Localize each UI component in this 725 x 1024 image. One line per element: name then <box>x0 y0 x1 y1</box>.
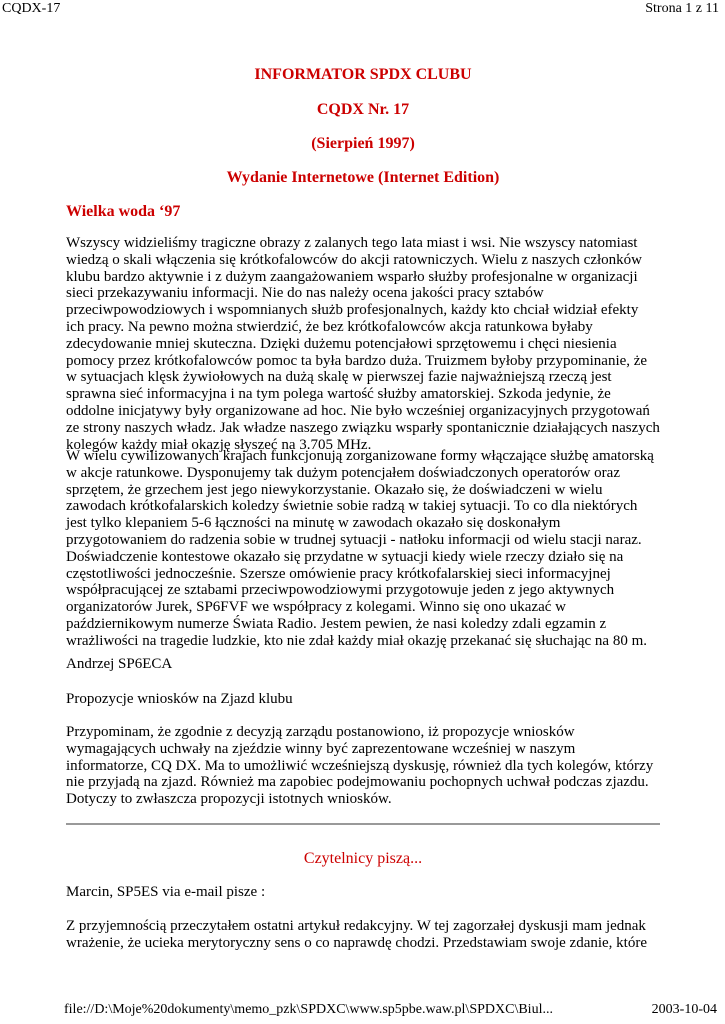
file-path: file://D:\Moje%20dokumenty\memo_pzk\SPDXC\www.sp5pbe.waw.pl\SPDXC\Biul... <box>64 1002 553 1017</box>
title-issue: CQDX Nr. 17 <box>316 101 410 118</box>
print-date: 2003-10-04 <box>651 1002 717 1017</box>
paragraph-proposals: Przypominam, że zgodnie z decyzją zarządu postanowiono, iż propozycje wniosków wymagających uchwały na zjeździe winny być zaprezentowane wcześniej w naszym informatorze, CQ DX. Ma to umożliwić wcześniejszą dyskusję, również dla tych kolegów, którzy nie przyjadą na zjazd. Również ma zapobiec podejmowaniu pochopnych uchwał podczas zjazdu. Dotyczy to zwłaszcza propozycji istotnych wniosków. <box>66 724 654 808</box>
paragraph-flood-2: W wielu cywilizowanych krajach funkcjonują zorganizowane formy włączające służbę amatorską w akcje ratunkowe. Dysponujemy tak dużym potencjałem doświadczonych operatorów oraz sprzętem, że grzechem jest jego niewykorzystanie. Okazało się, że doświadczeni w wielu zawodach krótkofalarskich koledzy świetnie sobie radzą w takiej sytuacji. To co dla niektórych jest tylko klepaniem 5-6 łączności na minutę w zawodach okazało się doskonałym przygotowaniem do radzenia sobie w trudnej sytuacji - natłoku informacji od wielu stacji naraz. Doświadczenie kontestowe okazało się przydatne w sytuacji kiedy wiele rzeczy działo się na częstotliwości jednocześnie. Szersze omówienie pracy krótkofalarskiej sieci informacyjnej współpracującej ze sztabami przeciwpowodziowymi przygotowuje jeden z jego aktywnych organizatorów Jurek, SP6FVF we współpracy z kolegami. Winno się ono ukazać w październikowym numerze Świata Radio. Jestem pewien, że nasi koledzy zdali egzamin z wrażliwości na tragedie ludzkie, kto nie zdał każdy miał okazję przekanać się słuchając na 80 m. <box>66 448 654 649</box>
author-signature: Andrzej SP6ECA <box>66 656 173 672</box>
letter-intro: Marcin, SP5ES via e-mail pisze : <box>66 884 266 900</box>
doc-code: CQDX-17 <box>2 1 61 16</box>
letter-text: Z przyjemnością przeczytałem ostatni artykuł redakcyjny. W tej zagorzałej dyskusji mam jednak wrażenie, że ucieka merytoryczny sens o co naprawdę chodzi. Przedstawiam swoje zdanie, które <box>66 918 648 951</box>
subheading-proposals: Propozycje wniosków na Zjazd klubu <box>66 691 293 707</box>
title-date: (Sierpień 1997) <box>311 135 415 152</box>
title-main: INFORMATOR SPDX CLUBU <box>254 66 472 83</box>
section-heading: Wielka woda ‘97 <box>66 203 181 220</box>
section-divider <box>66 823 660 825</box>
title-edition: Wydanie Internetowe (Internet Edition) <box>226 169 500 186</box>
page-info: Strona 1 z 11 <box>645 1 719 16</box>
paragraph-flood-1: Wszyscy widzieliśmy tragiczne obrazy z zalanych tego lata miast i wsi. Nie wszyscy natomiast wiedzą o skali włączenia się krótkofalowców do akcji ratowniczych. Wielu z naszych członków klubu bardzo aktywnie i z dużym zaangażowaniem wsparło służby profesjonalne w organizacji sieci przekazywaniu informacji. Nie do nas należy ocena jakości pracy sztabów przeciwpowodziowych i wspomnianych służb profesjonalnych, każdy kto chciał widział efekty ich pracy. Na pewno można stwierdzić, że bez krótkofalowców akcja ratunkowa byłaby zdecydowanie mniej skuteczna. Dzięki dużemu potencjałowi sprzętowemu i chęci niesienia pomocy przez krótkofalowców pomoc ta była bardzo duża. Truizmem byłoby przypominanie, że w sytuacjach klęsk żywiołowych na dużą skalę w pierwszej fazie najważniejszą rzeczą jest sprawna sieć informacyjna i na tym polega wartość służby amatorskiej. Szkoda jedynie, że oddolne inicjatywy były organizowane ad hoc. Nie było wcześniej organizacyjnych przygotowań ze strony naszych władz. Jak władze naszego związku wsparły spontanicznie działających naszych kolegów każdy miał okazję słyszeć na 3.705 MHz. <box>66 235 660 453</box>
readers-heading: Czytelnicy piszą... <box>303 850 423 867</box>
